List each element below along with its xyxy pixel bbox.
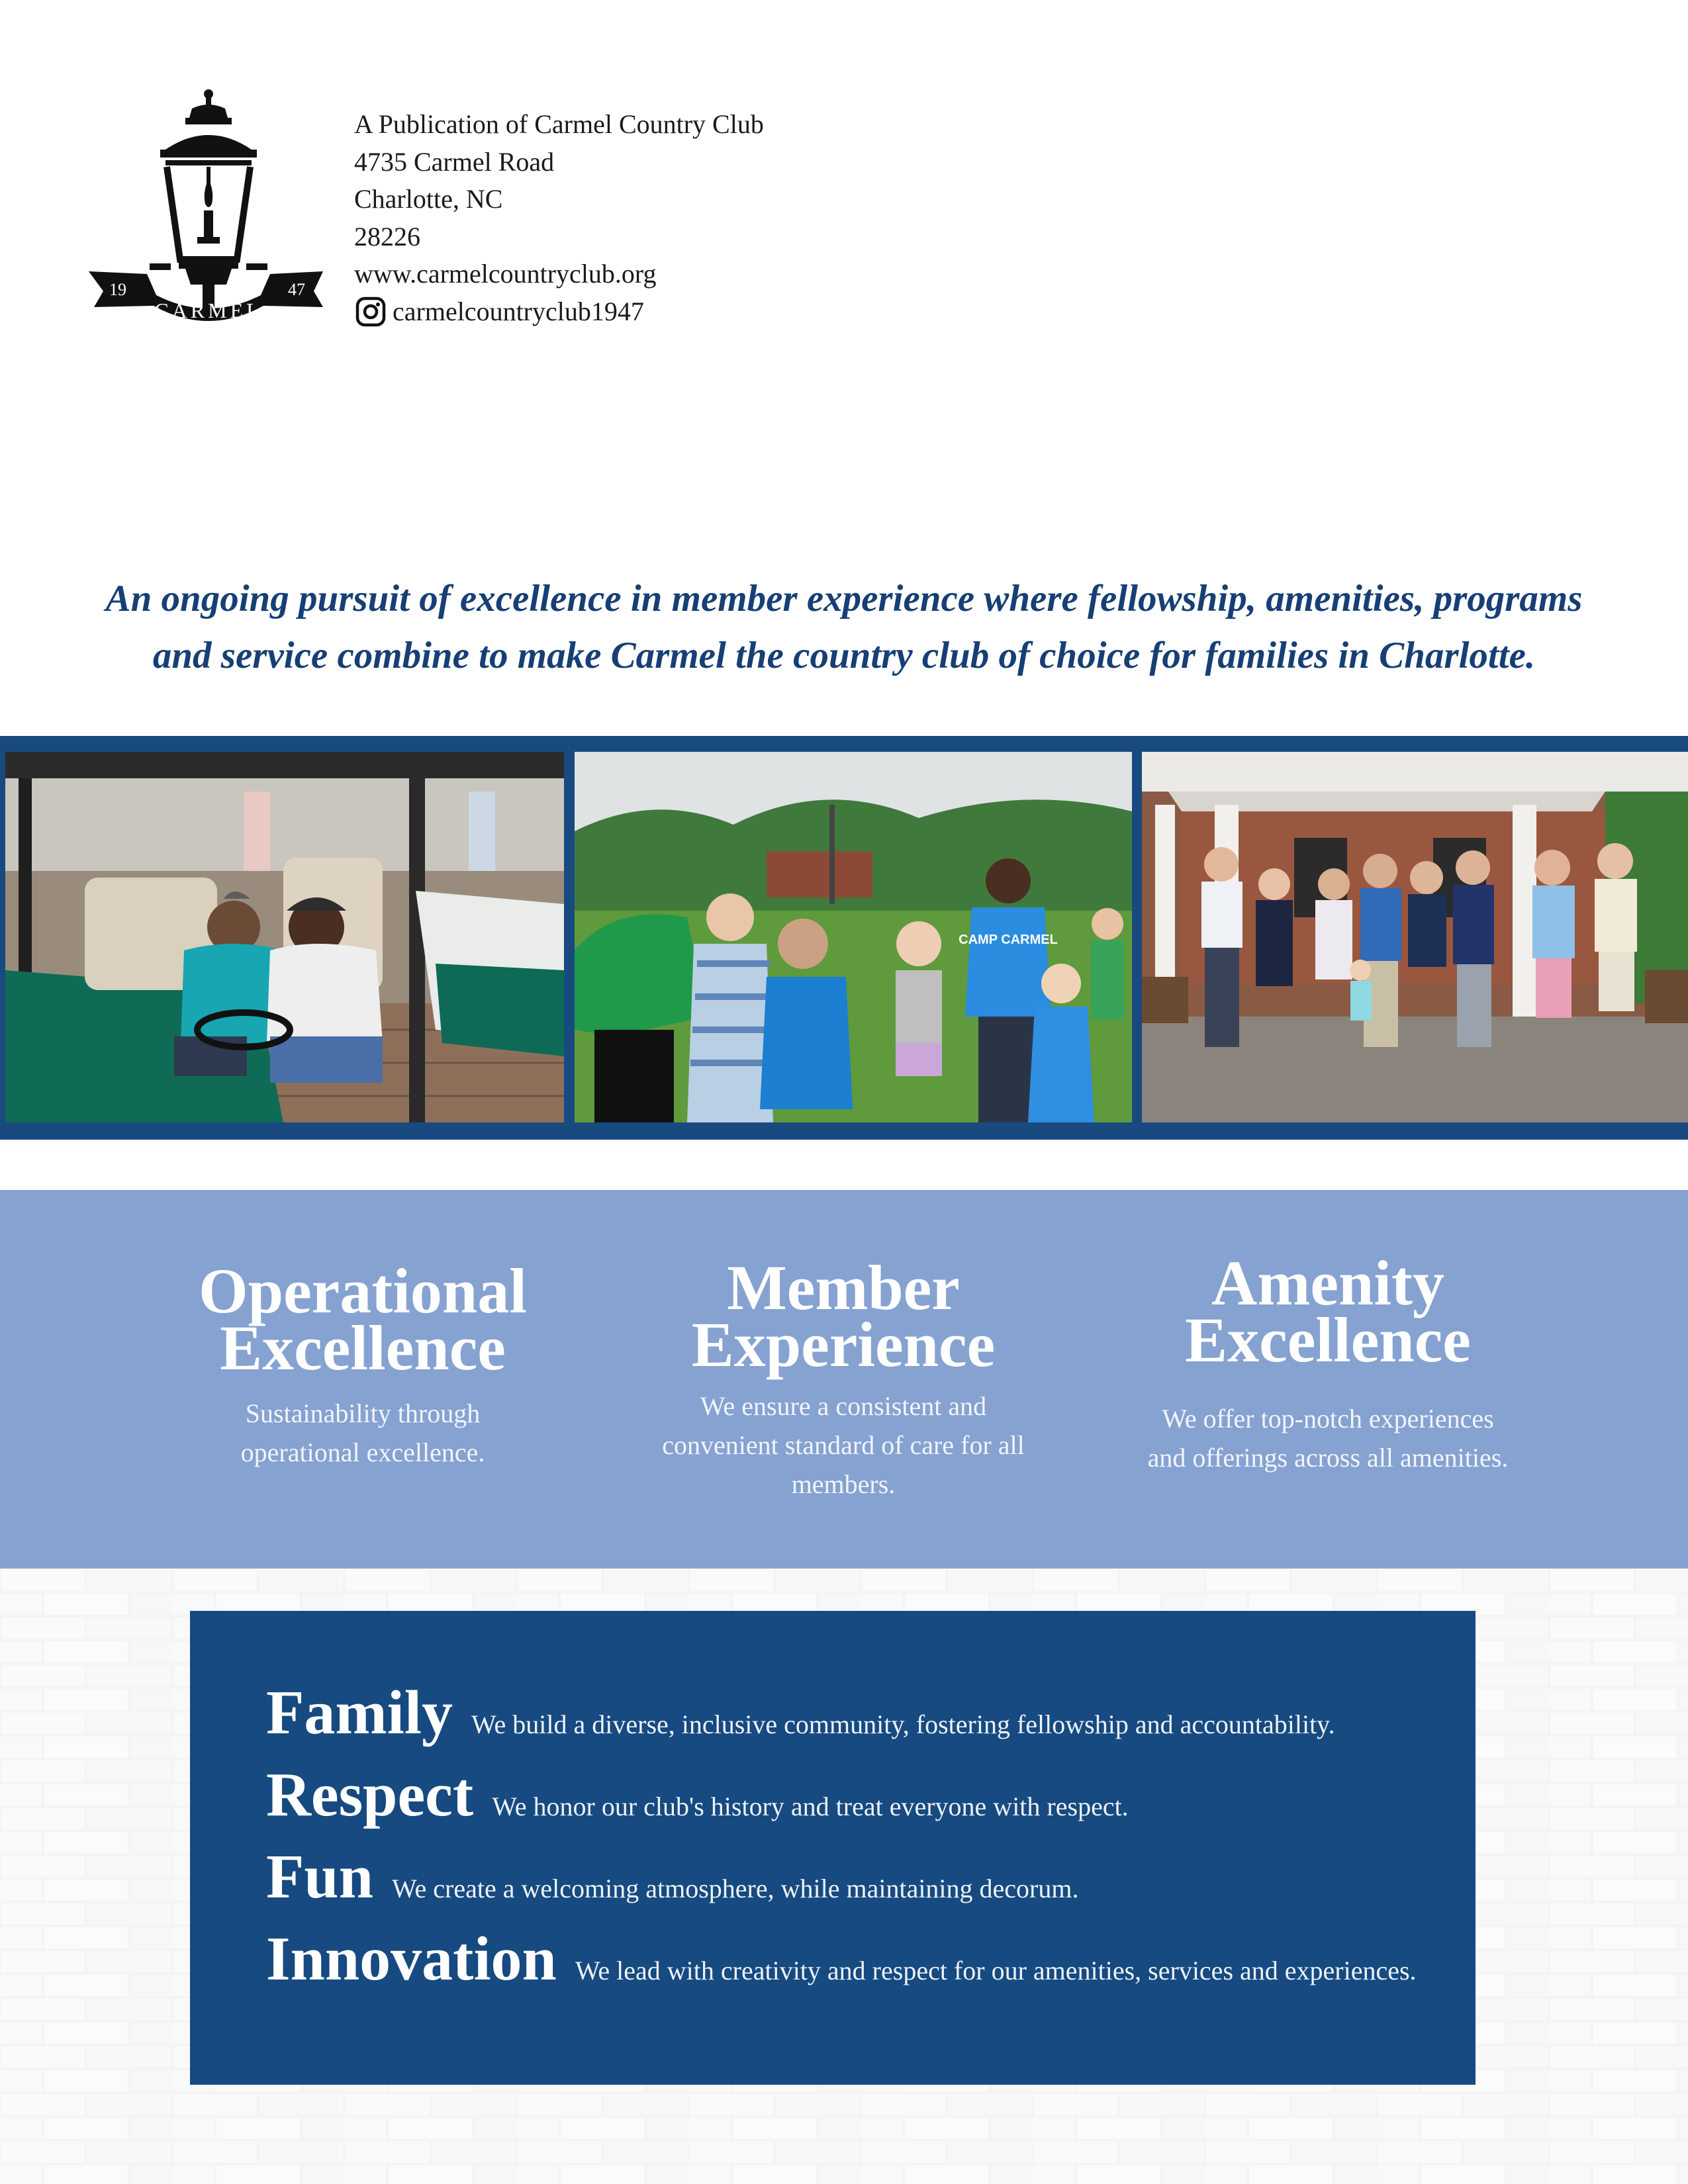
pillar-description: We offer top-notch experiences and offerings across all amenities. xyxy=(1147,1404,1509,1473)
value-innovation xyxy=(266,1923,1417,1995)
address-street: 4735 Carmel Road xyxy=(354,146,555,177)
logo-year-left: 19 xyxy=(109,280,126,299)
mission-statement xyxy=(66,570,1622,684)
values-box xyxy=(190,1611,1476,2085)
pillar-operational-excellence xyxy=(131,1190,594,1472)
pillar-description: Sustainability through operational excellence. xyxy=(240,1398,485,1467)
value-word: Respect xyxy=(266,1760,474,1829)
pillar-title: Member Experience xyxy=(691,1252,996,1380)
value-word: Fun xyxy=(266,1843,373,1911)
photo-camp-carmel xyxy=(575,752,1132,1122)
value-word: Innovation xyxy=(266,1925,557,1993)
camp-shirt-text: CAMP CARMEL xyxy=(959,933,1058,947)
value-description: We lead with creativity and respect for our amenities, services and experiences. xyxy=(575,1956,1417,1985)
value-family xyxy=(266,1677,1335,1749)
value-description: We honor our club's history and treat everyone with respect. xyxy=(492,1792,1129,1821)
pillar-title: Amenity Excellence xyxy=(1185,1248,1471,1375)
pillar-member-experience xyxy=(612,1190,1075,1504)
mission-line-1: An ongoing pursuit of excellence in member experience where fellowship, amenities, programs xyxy=(105,578,1583,619)
address-zip: 28226 xyxy=(354,221,420,251)
publication-line: A Publication of Carmel Country Club xyxy=(354,109,764,139)
logo-year-right: 47 xyxy=(288,280,305,299)
website-link[interactable]: www.carmelcountryclub.org xyxy=(354,259,657,289)
carmel-lantern-logo xyxy=(86,86,326,338)
value-word: Family xyxy=(266,1678,453,1747)
photo-clubhouse-group xyxy=(1142,752,1688,1122)
value-fun xyxy=(266,1841,1078,1913)
pillar-amenity-excellence xyxy=(1096,1190,1560,1477)
value-description: We build a diverse, inclusive community, fostering fellowship and accountability. xyxy=(471,1709,1335,1739)
pillar-title: Operational Excellence xyxy=(199,1255,527,1383)
value-respect xyxy=(266,1759,1129,1831)
pillars-section xyxy=(0,1190,1688,1569)
instagram-handle: carmelcountryclub1947 xyxy=(393,296,644,326)
pillar-description: We ensure a consistent and convenient standard of care for all members. xyxy=(662,1391,1025,1499)
value-description: We create a welcoming atmosphere, while maintaining decorum. xyxy=(391,1874,1079,1903)
mission-line-2: and service combine to make Carmel the country club of choice for families in Charlotte. xyxy=(152,635,1536,676)
instagram-handle-row[interactable] xyxy=(354,293,764,331)
photo-golf-cart xyxy=(5,752,564,1122)
photo-band xyxy=(0,736,1688,1140)
logo-banner-text: CARMEL xyxy=(154,298,263,322)
publication-info xyxy=(354,106,764,330)
instagram-icon xyxy=(354,295,387,328)
address-city: Charlotte, NC xyxy=(354,184,503,214)
